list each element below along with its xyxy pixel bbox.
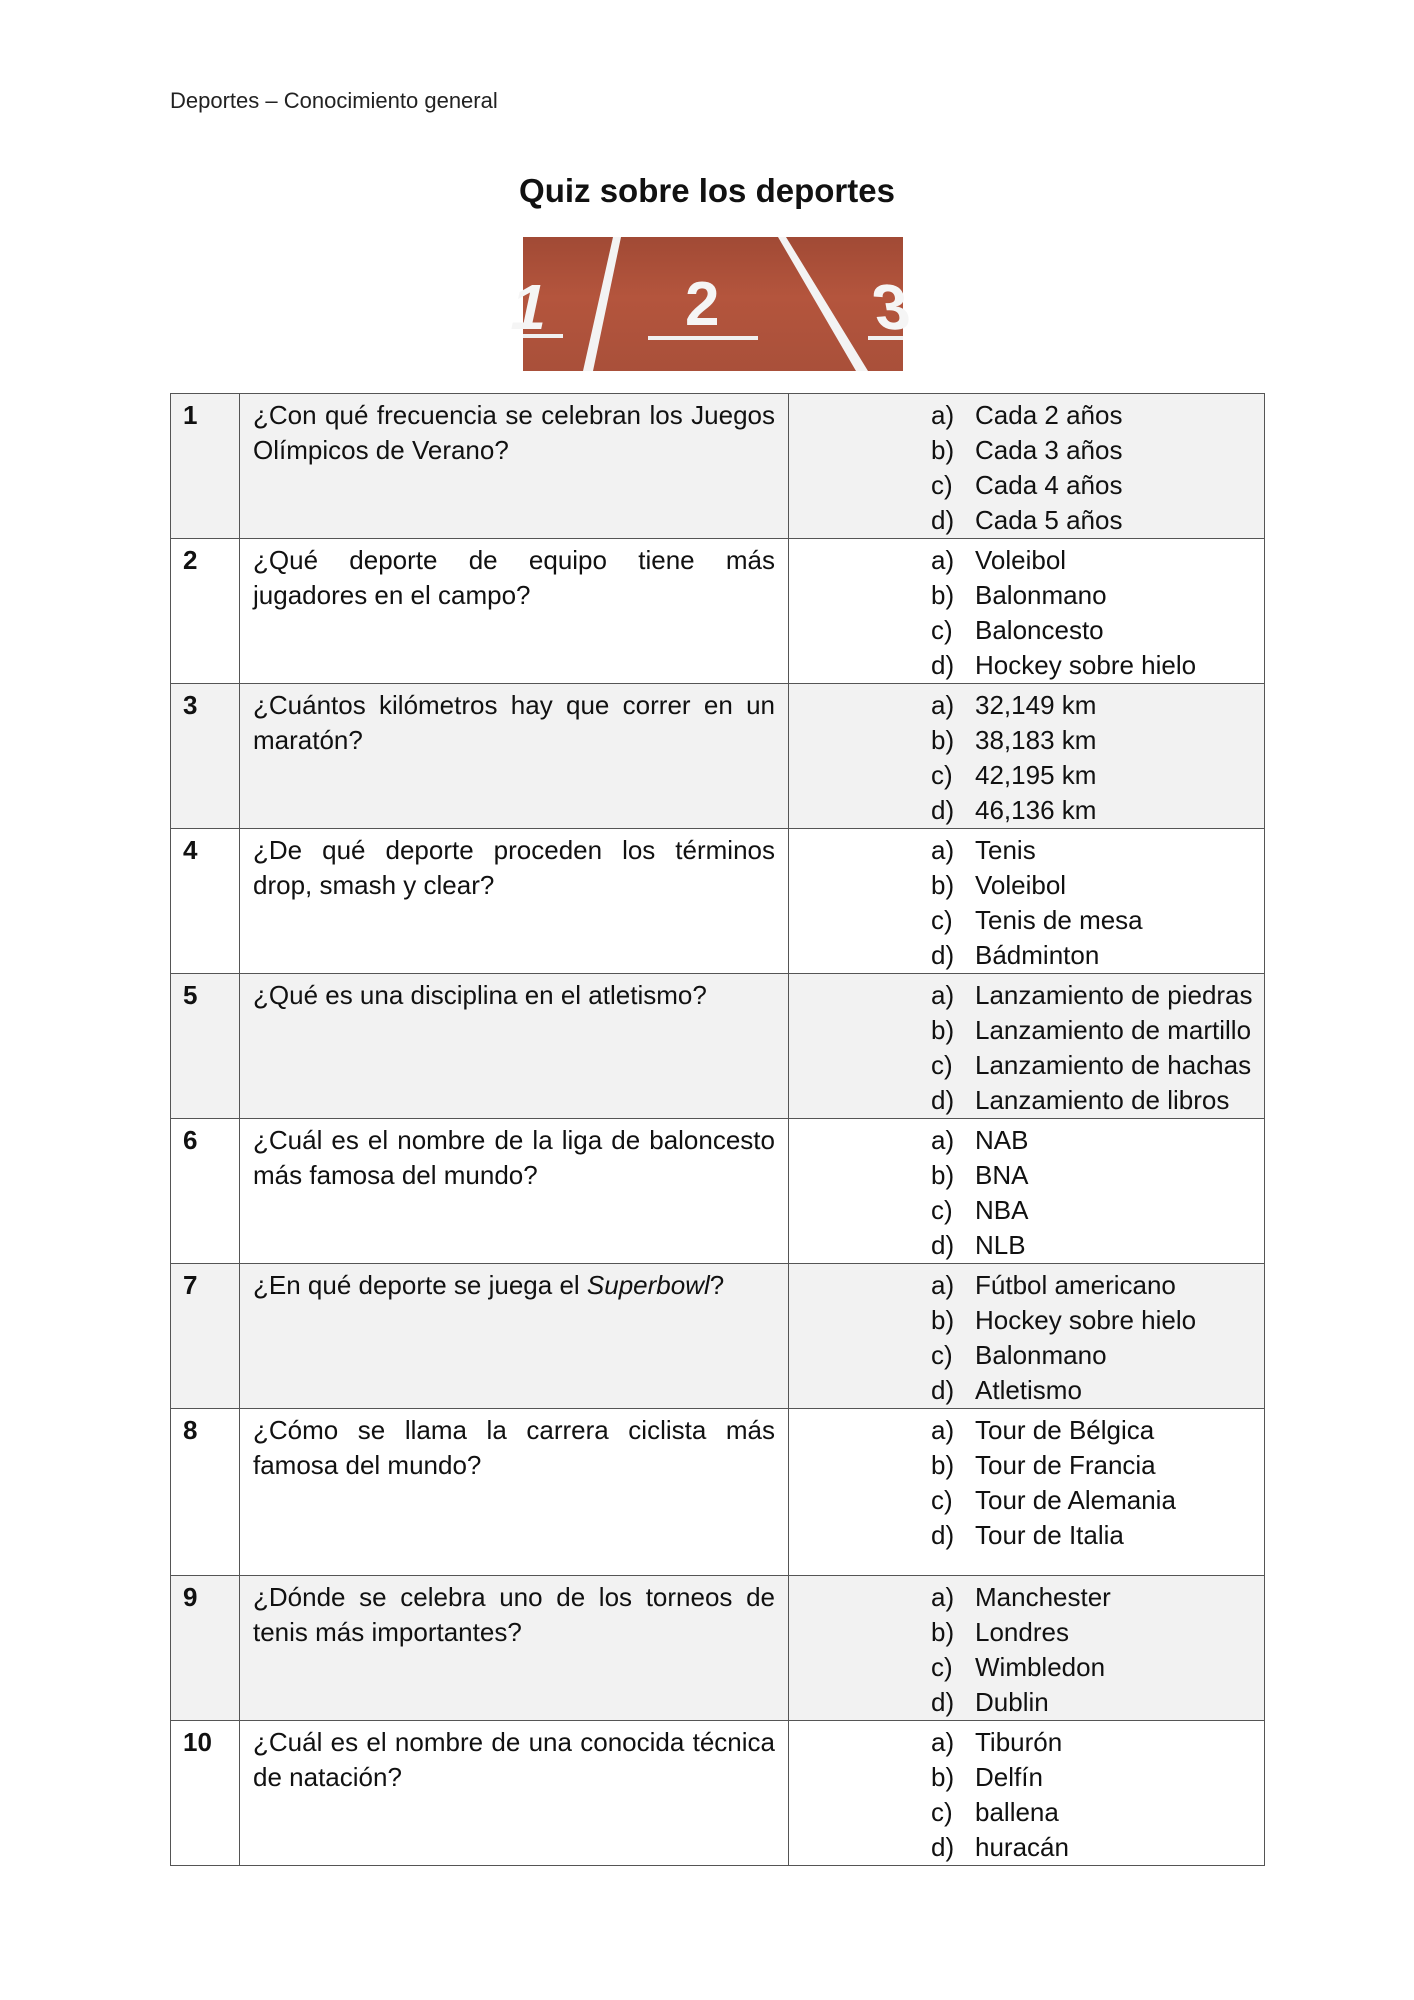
option-letter: a): [931, 690, 955, 720]
option-text: 38,183 km: [975, 725, 1097, 755]
option-text: Atletismo: [975, 1375, 1082, 1405]
answer-option: [931, 1580, 1264, 1615]
lane-number-3: 3: [867, 271, 916, 343]
option-text: Tour de Bélgica: [975, 1415, 1155, 1445]
option-text: Hockey sobre hielo: [975, 1305, 1197, 1335]
option-letter: c): [931, 1797, 953, 1827]
option-letter: c): [931, 760, 953, 790]
option-text: Tour de Francia: [975, 1450, 1156, 1480]
option-text: 46,136 km: [975, 795, 1097, 825]
option-text: Lanzamiento de hachas: [975, 1050, 1252, 1080]
option-text: NLB: [975, 1230, 1026, 1260]
answer-option: [931, 433, 1264, 468]
option-letter: c): [931, 1050, 953, 1080]
option-text: Balonmano: [975, 1340, 1107, 1370]
page-title: Quiz sobre los deportes: [519, 172, 895, 209]
option-letter: b): [931, 1160, 955, 1190]
option-text: Tiburón: [975, 1727, 1063, 1757]
option-text: Balonmano: [975, 580, 1107, 610]
answer-options: [789, 1576, 1265, 1721]
answer-option: [931, 1795, 1264, 1830]
question-text: ¿De qué deporte proceden los términos drop, smash y clear?: [240, 829, 789, 974]
answer-option: [931, 468, 1264, 503]
option-text: Tour de Italia: [975, 1520, 1124, 1550]
answer-option: [931, 1483, 1264, 1518]
answer-option: [931, 723, 1264, 758]
option-text: BNA: [975, 1160, 1029, 1190]
answer-option: [931, 1685, 1264, 1720]
question-row: [171, 394, 1265, 539]
answer-option: [931, 903, 1264, 938]
option-text: Wimbledon: [975, 1652, 1106, 1682]
answer-option: [931, 1268, 1264, 1303]
answer-options: [789, 684, 1265, 829]
option-text: 32,149 km: [975, 690, 1097, 720]
option-text: Cada 3 años: [975, 435, 1123, 465]
option-text: Lanzamiento de libros: [975, 1085, 1230, 1115]
answer-option: [931, 1303, 1264, 1338]
answer-option: [931, 1083, 1264, 1118]
answer-options: [789, 974, 1265, 1119]
answer-options: [789, 1119, 1265, 1264]
quiz-table: [170, 393, 1265, 1866]
question-number: 2: [171, 539, 240, 684]
option-letter: b): [931, 1617, 955, 1647]
question-text-part: ¿En qué deporte se juega el: [253, 1270, 587, 1300]
option-letter: c): [931, 905, 953, 935]
question-row: [171, 1721, 1265, 1866]
answer-option: [931, 1760, 1264, 1795]
question-number: 9: [171, 1576, 240, 1721]
question-number: 5: [171, 974, 240, 1119]
option-text: Lanzamiento de martillo: [975, 1015, 1252, 1045]
answer-option: [931, 1830, 1264, 1865]
question-number: 1: [171, 394, 240, 539]
question-number: 4: [171, 829, 240, 974]
option-text: Tenis: [975, 835, 1036, 865]
option-letter: d): [931, 1687, 955, 1717]
answer-options: [789, 1409, 1265, 1576]
option-letter: d): [931, 940, 955, 970]
question-text-part: ?: [709, 1270, 725, 1300]
answer-option: [931, 578, 1264, 613]
answer-option: [931, 1158, 1264, 1193]
option-text: Tenis de mesa: [975, 905, 1143, 935]
option-text: Cada 5 años: [975, 505, 1123, 535]
option-letter: c): [931, 615, 953, 645]
answer-option: [931, 1193, 1264, 1228]
option-text: Londres: [975, 1617, 1069, 1647]
question-number: 6: [171, 1119, 240, 1264]
question-text: ¿Con qué frecuencia se celebran los Juegos Olímpicos de Verano?: [240, 394, 789, 539]
answer-options: [789, 829, 1265, 974]
option-letter: a): [931, 1727, 955, 1757]
answer-option: [931, 1228, 1264, 1263]
option-letter: a): [931, 1415, 955, 1445]
question-number: 3: [171, 684, 240, 829]
question-number: 8: [171, 1409, 240, 1576]
option-letter: d): [931, 1832, 955, 1862]
option-letter: a): [931, 835, 955, 865]
option-text: Hockey sobre hielo: [975, 650, 1197, 680]
option-text: huracán: [975, 1832, 1069, 1862]
option-letter: c): [931, 1195, 953, 1225]
option-text: Cada 2 años: [975, 400, 1123, 430]
option-letter: a): [931, 980, 955, 1010]
answer-option: [931, 1373, 1264, 1408]
answer-option: [931, 1615, 1264, 1650]
answer-option: [931, 978, 1264, 1013]
option-letter: b): [931, 725, 955, 755]
option-letter: b): [931, 435, 955, 465]
option-letter: a): [931, 1125, 955, 1155]
option-letter: d): [931, 1230, 955, 1260]
option-text: Voleibol: [975, 545, 1067, 575]
question-row: [171, 684, 1265, 829]
answer-option: [931, 1518, 1264, 1553]
answer-option: [931, 648, 1264, 683]
option-text: Manchester: [975, 1582, 1111, 1612]
answer-option: [931, 688, 1264, 723]
option-letter: d): [931, 650, 955, 680]
option-letter: d): [931, 1520, 955, 1550]
question-text-italic: Superbowl: [586, 1270, 710, 1300]
lane-number-1: 1: [504, 270, 556, 343]
option-text: NBA: [975, 1195, 1029, 1225]
question-text: ¿Qué deporte de equipo tiene más jugadores en el campo?: [240, 539, 789, 684]
question-text: [240, 1264, 789, 1409]
answer-option: [931, 503, 1264, 538]
option-letter: b): [931, 1450, 955, 1480]
answer-option: [931, 1048, 1264, 1083]
option-letter: d): [931, 1085, 955, 1115]
running-track-lanes-icon: [504, 237, 916, 371]
document-header: Deportes – Conocimiento general: [170, 88, 498, 113]
answer-option: [931, 1338, 1264, 1373]
option-letter: c): [931, 1652, 953, 1682]
option-letter: b): [931, 870, 955, 900]
answer-option: [931, 758, 1264, 793]
option-letter: c): [931, 470, 953, 500]
question-row: [171, 829, 1265, 974]
option-letter: b): [931, 1305, 955, 1335]
question-text: ¿Cuántos kilómetros hay que correr en un maratón?: [240, 684, 789, 829]
option-letter: a): [931, 1582, 955, 1612]
option-text: Voleibol: [975, 870, 1067, 900]
answer-option: [931, 613, 1264, 648]
option-text: 42,195 km: [975, 760, 1097, 790]
question-row: [171, 1264, 1265, 1409]
option-text: Dublin: [975, 1687, 1049, 1717]
question-row: [171, 1119, 1265, 1264]
option-letter: d): [931, 505, 955, 535]
option-letter: d): [931, 1375, 955, 1405]
answer-option: [931, 398, 1264, 433]
answer-options: [789, 394, 1265, 539]
answer-option: [931, 1013, 1264, 1048]
answer-option: [931, 793, 1264, 828]
question-row: [171, 539, 1265, 684]
question-row: [171, 1409, 1265, 1576]
option-text: Lanzamiento de piedras: [975, 980, 1253, 1010]
option-letter: a): [931, 400, 955, 430]
option-letter: b): [931, 580, 955, 610]
option-text: Delfín: [975, 1762, 1043, 1792]
answer-options: [789, 539, 1265, 684]
answer-options: [789, 1264, 1265, 1409]
option-letter: a): [931, 1270, 955, 1300]
answer-option: [931, 1725, 1264, 1760]
option-text: Baloncesto: [975, 615, 1104, 645]
question-text: ¿Dónde se celebra uno de los torneos de tenis más importantes?: [240, 1576, 789, 1721]
option-letter: b): [931, 1015, 955, 1045]
question-number: 7: [171, 1264, 240, 1409]
option-text: NAB: [975, 1125, 1029, 1155]
answer-option: [931, 1413, 1264, 1448]
question-row: [171, 1576, 1265, 1721]
option-letter: b): [931, 1762, 955, 1792]
option-text: Tour de Alemania: [975, 1485, 1176, 1515]
question-text: ¿Cómo se llama la carrera ciclista más famosa del mundo?: [240, 1409, 789, 1576]
option-text: Cada 4 años: [975, 470, 1123, 500]
option-letter: d): [931, 795, 955, 825]
question-row: [171, 974, 1265, 1119]
answer-option: [931, 868, 1264, 903]
question-number: 10: [171, 1721, 240, 1866]
lane-number-2: 2: [685, 270, 720, 339]
answer-option: [931, 1650, 1264, 1685]
option-text: ballena: [975, 1797, 1059, 1827]
option-letter: c): [931, 1485, 953, 1515]
question-text: ¿Qué es una disciplina en el atletismo?: [240, 974, 789, 1119]
question-text: ¿Cuál es el nombre de la liga de baloncesto más famosa del mundo?: [240, 1119, 789, 1264]
option-text: Fútbol americano: [975, 1270, 1176, 1300]
option-text: Bádminton: [975, 940, 1100, 970]
answer-options: [789, 1721, 1265, 1866]
answer-option: [931, 833, 1264, 868]
answer-option: [931, 1123, 1264, 1158]
answer-option: [931, 1448, 1264, 1483]
option-letter: a): [931, 545, 955, 575]
answer-option: [931, 938, 1264, 973]
question-text: ¿Cuál es el nombre de una conocida técnica de natación?: [240, 1721, 789, 1866]
answer-option: [931, 543, 1264, 578]
option-letter: c): [931, 1340, 953, 1370]
